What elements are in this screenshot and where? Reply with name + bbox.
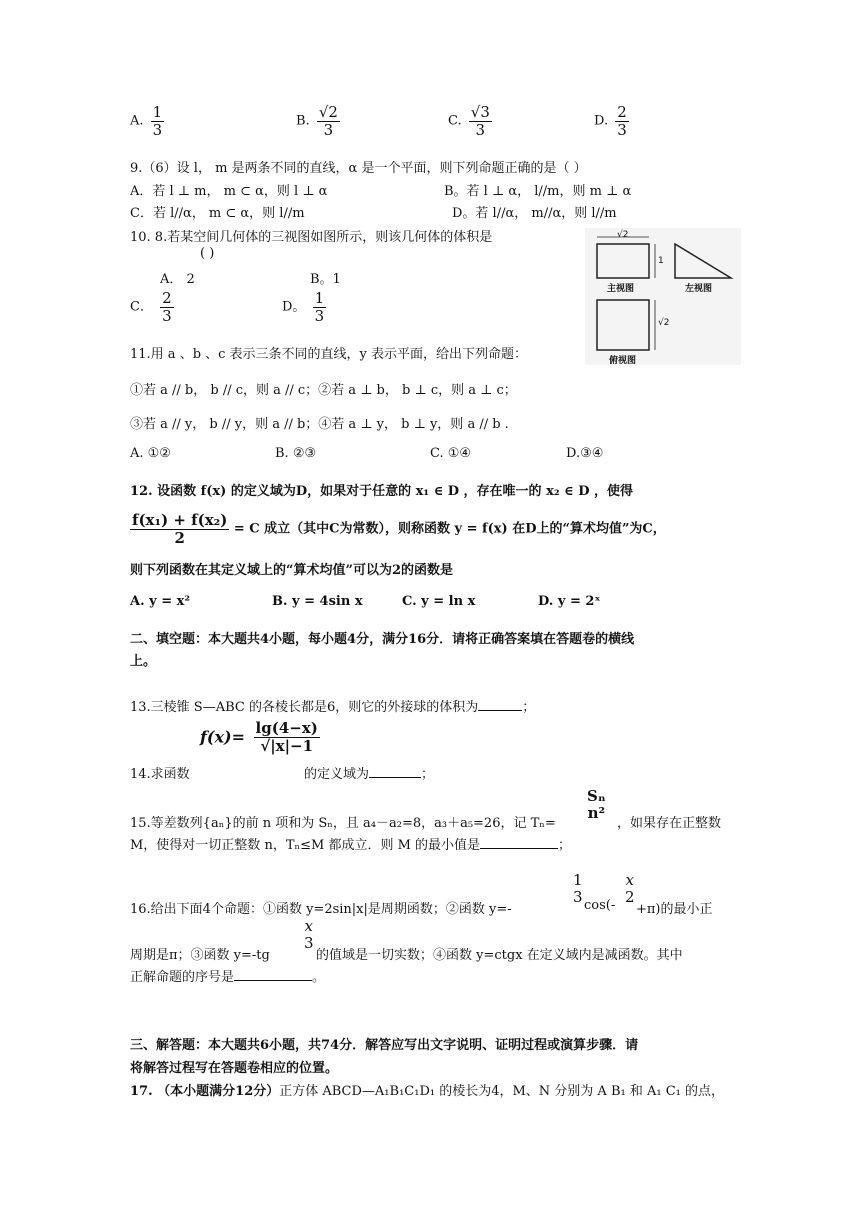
- denominator: 3: [152, 120, 163, 139]
- q10-option-a: A． 2: [160, 272, 195, 287]
- q14: [130, 720, 630, 780]
- numerator: 2: [162, 289, 172, 307]
- q14-suffix: [304, 763, 434, 782]
- q8-option-c: [448, 104, 492, 138]
- denominator: 3: [323, 120, 334, 139]
- numerator: lg(4−x): [255, 719, 318, 737]
- q16-answer-blank: [234, 968, 312, 981]
- fraction: [160, 290, 174, 324]
- three-view-drawing: [585, 228, 741, 365]
- option-label: B.: [296, 113, 310, 129]
- q15-line-2: [130, 834, 571, 853]
- option-label: C．: [130, 299, 153, 315]
- numerator: 1: [573, 871, 583, 889]
- equation-lhs: f(x)=: [200, 727, 245, 747]
- q13: [130, 696, 535, 715]
- q15-line-2-text: M，使得对一切正整数 n，Tₙ≤M 都成立．则 M 的最小值是: [130, 838, 481, 853]
- q9-option-c: C．若 l//α， m ⊂ α，则 l//m: [130, 206, 305, 221]
- q14-post: 的定义域为: [304, 767, 370, 782]
- q8-option-d: [594, 104, 629, 138]
- q11-option-b: B. ②③: [275, 446, 317, 461]
- numerator: x: [304, 917, 313, 935]
- q11-line-1: ①若 a // b， b // c，则 a // c；②若 a ⊥ b， b ⊥ c，则 a ⊥ c；: [130, 383, 517, 398]
- q16-frac-2: [620, 872, 637, 905]
- left-view-label: 左视图: [685, 284, 713, 294]
- option-label: D.: [594, 113, 609, 129]
- top-view-label: 俯视图: [609, 356, 637, 366]
- numerator: √2: [318, 103, 338, 121]
- fraction: [469, 104, 492, 138]
- fraction: [302, 918, 316, 951]
- q12-option-a: A. y = x²: [130, 594, 191, 609]
- q12-option-d: D. y = 2ˣ: [538, 594, 601, 609]
- q16-cos: cos(-: [584, 898, 616, 913]
- q9-option-b: B。若 l ⊥ α， l//m，则 m ⊥ α: [444, 184, 632, 199]
- q15-line-1-tail: ，如果存在正整数: [617, 816, 722, 831]
- fraction: [623, 872, 637, 905]
- dim-sqrt2-side-label: √2: [658, 318, 670, 328]
- fraction: [585, 788, 608, 821]
- q14-answer-blank: [369, 765, 421, 778]
- q10-option-d: [282, 290, 326, 324]
- q16-text-a: 16.给出下面4个命题：①函数 y=2sin|x|是周期函数；②函数 y=-: [130, 902, 512, 917]
- q13-tail: ；: [522, 700, 536, 715]
- q16-line-1-tail: +π)的最小正: [636, 902, 713, 917]
- fraction: [615, 104, 629, 138]
- q11-option-c: C. ①④: [430, 446, 472, 461]
- numerator: x: [625, 871, 634, 889]
- section-3-heading-line-2: 将解答过程写在答题卷相应的位置。: [130, 1061, 339, 1076]
- denominator: 3: [314, 306, 325, 325]
- fraction: [313, 290, 327, 324]
- q16-line-2: 周期是π；③函数 y=-tg: [130, 948, 270, 963]
- dim-1-label: 1: [658, 256, 664, 266]
- q15-frac: [582, 788, 608, 821]
- q8-option-b: [296, 104, 340, 138]
- q16-frac-1: [568, 872, 585, 905]
- q11-option-d: D.③④: [566, 446, 604, 461]
- fraction: [254, 720, 320, 754]
- q10-option-c: [130, 290, 174, 324]
- q14-tail: ；: [421, 767, 435, 782]
- q13-answer-blank: [478, 698, 522, 711]
- q16-line-2-tail: 的值域是一切实数；④函数 y=ctgx 在定义域内是减函数。其中: [316, 948, 683, 963]
- fraction: [571, 872, 585, 905]
- q9-option-d: D。若 l//α， m//α，则 l//m: [452, 206, 617, 221]
- option-label: D。: [282, 299, 306, 315]
- q12-line-2-text: = C 成立（其中C为常数），则称函数 y = f(x) 在D上的“算术均值”为C，: [233, 521, 666, 537]
- section-2-heading-line-2: 上。: [130, 654, 157, 669]
- q16-line-3: [130, 966, 325, 985]
- denominator: 3: [475, 120, 486, 139]
- denominator: 3: [573, 887, 583, 906]
- q12-line-3: 则下列函数在其定义域上的“算术均值”可以为2的函数是: [130, 563, 454, 578]
- fraction: [317, 104, 340, 138]
- q11-option-a: A. ①②: [130, 446, 171, 461]
- q16-tail: 。: [312, 970, 326, 985]
- denominator: 3: [617, 120, 627, 139]
- q10-paren: ( ): [200, 246, 215, 261]
- denominator: 2: [625, 887, 635, 906]
- q17-text: 正方体 ABCD—A₁B₁C₁D₁ 的棱长为4，M、N 分别为 A B₁ 和 A₁ C₁ 的点，: [279, 1084, 725, 1099]
- section-2-heading-line-1: 二、填空题：本大题共4小题，每小题4分，满分16分．请将正确答案填在答题卷的横线: [130, 632, 635, 647]
- dim-sqrt2-label: √2: [617, 230, 629, 240]
- q8-option-a: [130, 104, 164, 138]
- numerator: Sₙ: [587, 787, 606, 805]
- q10-option-b: B。1: [310, 272, 341, 287]
- q11-stem: 11.用 a 、b 、c 表示三条不同的直线，y 表示平面，给出下列命题：: [130, 347, 528, 362]
- q15-line-1-text: 15.等差数列{aₙ}的前 n 项和为 Sₙ，且 a₄－a₂=8，a₃＋a₅=26，记 Tₙ=: [130, 816, 556, 831]
- denominator: 2: [174, 528, 185, 547]
- q12-line-2: [130, 512, 666, 546]
- q14-function-equation: [200, 720, 320, 754]
- fraction: [130, 512, 229, 546]
- denominator: n²: [587, 803, 606, 822]
- option-label: A.: [130, 113, 144, 129]
- q17-heading: 17. （本小题满分12分）: [130, 1084, 280, 1099]
- q13-text: 13.三棱锥 S—ABC 的各棱长都是6，则它的外接球的体积为: [130, 700, 479, 715]
- q15-line-1: [130, 812, 556, 831]
- three-view-figure: [585, 228, 741, 365]
- numerator: f(x₁) + f(x₂): [132, 511, 228, 529]
- numerator: 1: [152, 103, 163, 121]
- q10-stem: 10. 8.若某空间几何体的三视图如图所示，则该几何体的体积是: [130, 230, 493, 245]
- q16-frac-3: [299, 918, 316, 951]
- q12-line-1: 12. 设函数 f(x) 的定义域为D，如果对于任意的 x₁ ∈ D ，存在唯一的 x₂ ∈ D ，使得: [130, 484, 634, 499]
- denominator: √|x|−1: [260, 736, 314, 755]
- numerator: √3: [470, 103, 490, 121]
- q9-option-a: A．若 l ⊥ m， m ⊂ α，则 l ⊥ α: [130, 184, 328, 199]
- q15-tail: ；: [558, 838, 572, 853]
- q16-line-3-text: 正解命题的序号是: [130, 970, 235, 985]
- q11-line-2: ③若 a // y， b // y，则 a // b；④若 a ⊥ y， b ⊥ y，则 a // b .: [130, 417, 509, 432]
- numerator: 2: [617, 103, 627, 121]
- denominator: 3: [162, 306, 172, 325]
- q14-prefix: 14.求函数: [130, 767, 190, 782]
- q12-option-b: B. y = 4sin x: [272, 594, 363, 609]
- q12-option-c: C. y = ln x: [402, 594, 476, 609]
- q16-line-1: [130, 898, 512, 917]
- denominator: 3: [304, 933, 314, 952]
- q17: [130, 1080, 724, 1099]
- numerator: 1: [314, 289, 325, 307]
- q9-stem: 9.（6）设 l， m 是两条不同的直线，α 是一个平面，则下列命题正确的是（ ）: [130, 161, 587, 176]
- option-label: C.: [448, 113, 462, 129]
- section-3-heading-line-1: 三、解答题：本大题共6小题，共74分．解答应写出文字说明、证明过程或演算步骤．请: [130, 1038, 639, 1053]
- q15-answer-blank: [480, 836, 558, 849]
- fraction: [151, 104, 165, 138]
- front-view-label: 主视图: [607, 284, 635, 294]
